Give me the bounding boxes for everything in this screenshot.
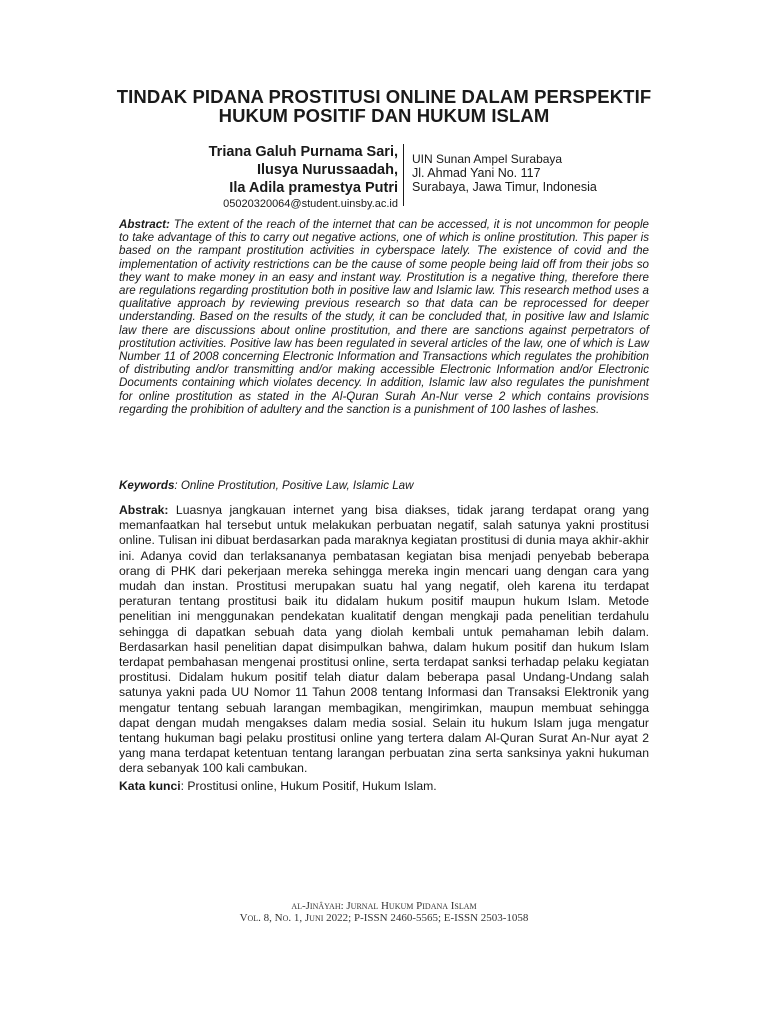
- author-name: Triana Galuh Purnama Sari,: [208, 144, 398, 160]
- journal-footer: [0, 900, 768, 924]
- author-email: 05020320064@student.uinsby.ac.id: [223, 198, 398, 210]
- keywords-id-text: : Prostitusi online, Hukum Positif, Hukum Islam.: [180, 779, 437, 793]
- keywords-indonesian: [119, 779, 649, 794]
- title-line-1: TINDAK PIDANA PROSTITUSI ONLINE DALAM PERSPEKTIF: [116, 86, 652, 107]
- affiliation-city: Surabaya, Jawa Timur, Indonesia: [412, 180, 597, 194]
- keywords-english: [119, 479, 649, 493]
- journal-issue: Vol. 8, No. 1, Juni 2022; P-ISSN 2460-5565; E-ISSN 2503-1058: [239, 912, 529, 924]
- abstract-id-label: Abstrak:: [119, 503, 169, 517]
- keywords-id-label: Kata kunci: [119, 779, 181, 793]
- paper-title: [0, 87, 768, 125]
- keywords-en-label: Keywords: [119, 479, 175, 492]
- author-block: [150, 143, 398, 211]
- abstract-en-text: The extent of the reach of the internet that can be accessed, it is not uncommon for people to take advantage of this to carry out negative actions, one of which is online prostitution. This paper is based on the rampant prostitution activities in cyberspace lately. The existence of covid and the implementation of activity restrictions can be the cause of some people being laid off from their jobs so they want to make money in an easy and instant way. Prostitution is a negative thing, therefore there are regulations regarding prostitution both in positive law and Islamic law. This research method uses a qualitative approach by reviewing previous research so that data can be reprocessed for deeper understanding. Based on the results of the study, it can be concluded that, in positive law and Islamic law there are discussions about online prostitution, and there are sanctions against perpetrators of prostitution activities. Positive law has been regulated in several articles of the law, one of which is Law Number 11 of 2008 concerning Electronic Information and Transactions which regulates the prohibition of distributing and/or transmitting and/or making accessible Electronic Information and/or Electronic Documents containing which violates decency. In addition, Islamic law also regulates the punishment for online prostitution as stated in the Al-Quran Surah An-Nur verse 2 which contains provisions regarding the prohibition of adultery and the sanction is a punishment of 100 lashes of lashes.: [119, 218, 649, 416]
- author-name: Ila Adila pramestya Putri: [229, 180, 398, 196]
- title-line-2: HUKUM POSITIF DAN HUKUM ISLAM: [218, 105, 550, 126]
- abstract-en-label: Abstract:: [119, 218, 170, 231]
- journal-name: al-Jinâyah: Jurnal Hukum Pidana Islam: [291, 900, 477, 912]
- affiliation-institution: UIN Sunan Ampel Surabaya: [412, 152, 563, 166]
- keywords-en-text: : Online Prostitution, Positive Law, Islamic Law: [174, 479, 414, 492]
- abstract-id-text: Luasnya jangkauan internet yang bisa diakses, tidak jarang terdapat orang yang memanfaatkan hal tersebut untuk melakukan perbuatan negatif, salah satunya yakni prostitusi online. Tulisan ini dibuat berdasarkan pada maraknya kegiatan prostitusi di dunia maya akhir-akhir ini. Adanya covid dan terlaksananya pembatasan kegiatan bisa menjadi penyebab beberapa orang di PHK dari pekerjaan mereka sehingga mereka ingin mencari uang dengan cara yang mudah dan instan. Prostitusi merupakan suatu hal yang negatif, oleh karena itu terdapat peraturan tentang prostitusi baik itu didalam hukum positif maupun hukum Islam. Metode penelitian ini menggunakan pendekatan kualitatif dengan mengkaji pada penelitian terdahulu sehingga di dapatkan sebuah data yang diolah kembali untuk pemahaman lebih dalam. Berdasarkan hasil penelitian dapat disimpulkan bahwa, dalam hukum positif dan hukum Islam terdapat pembahasan mengenai prostitusi online, serta terdapat sanksi terhadap pelaku kegiatan prostitusi. Didalam hukum positif telah diatur dalam beberapa pasal Undang-Undang salah satunya yakni pada UU Nomor 11 Tahun 2008 tentang Informasi dan Transaksi Elektronik yang mengatur tentang sebuah larangan membagikan, mengirimkan, maupun membuat sehingga dapat dengan mudah mengakses dalam media sosial. Selain itu hukum Islam juga mengatur tentang hukuman bagi pelaku prostitusi online yang tertera dalam Al-Quran Surat An-Nur ayat 2 yang mana terdapat ketentuan tentang larangan perbuatan zina serta sanksinya yakni hukuman dera sebanyak 100 kali cambukan.: [119, 503, 649, 776]
- abstract-indonesian: [119, 503, 649, 777]
- affiliation-street: Jl. Ahmad Yani No. 117: [412, 166, 541, 180]
- author-divider: [403, 144, 404, 206]
- abstract-english: [119, 218, 649, 416]
- author-name: Ilusya Nurussaadah,: [256, 162, 398, 178]
- affiliation-block: [412, 152, 712, 194]
